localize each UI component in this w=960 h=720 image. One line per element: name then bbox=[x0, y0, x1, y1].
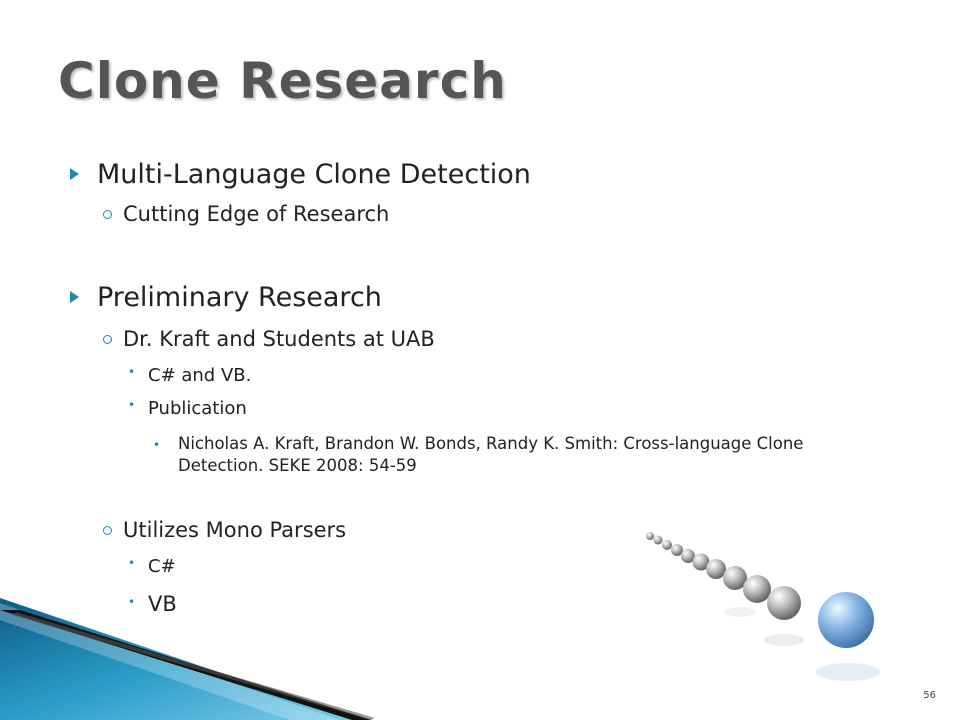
circle-bullet-icon bbox=[103, 210, 112, 219]
bullet-text: Preliminary Research bbox=[97, 282, 382, 313]
bullet-multi-language-clone-detection bbox=[70, 159, 531, 190]
dot-bullet-icon: • bbox=[128, 556, 136, 570]
sub-bullet-cutting-edge bbox=[103, 202, 389, 226]
dot-bullet-icon: • bbox=[153, 438, 161, 452]
dot-bullet-icon: • bbox=[128, 595, 136, 609]
sub-sub-bullet-csharp bbox=[128, 556, 176, 577]
bullet-arrow-icon bbox=[70, 168, 79, 180]
bullet-text: Multi-Language Clone Detection bbox=[97, 159, 531, 190]
bullet-text: Publication bbox=[148, 398, 247, 419]
bullet-text: C# bbox=[148, 556, 176, 577]
circle-bullet-icon bbox=[103, 526, 112, 535]
bullet-arrow-icon bbox=[70, 291, 79, 303]
bullet-text: Cutting Edge of Research bbox=[123, 202, 390, 226]
corner-wedge-decoration bbox=[0, 598, 375, 720]
dot-bullet-icon: • bbox=[128, 398, 136, 412]
page-number: 56 bbox=[923, 690, 936, 701]
sub-sub-bullet-publication bbox=[128, 398, 247, 419]
sub-sub-bullet-csharp-vb bbox=[128, 365, 251, 386]
bullet-text: Utilizes Mono Parsers bbox=[123, 518, 347, 542]
citation-bullet bbox=[153, 433, 893, 477]
slide-title: Clone Research bbox=[58, 52, 507, 110]
bullet-text: Dr. Kraft and Students at UAB bbox=[123, 327, 435, 351]
circle-bullet-icon bbox=[103, 335, 112, 344]
spheres-image bbox=[646, 532, 880, 681]
dot-bullet-icon: • bbox=[128, 365, 136, 379]
bullet-preliminary-research bbox=[70, 282, 382, 313]
sub-bullet-mono-parsers bbox=[103, 518, 346, 542]
citation-text: Nicholas A. Kraft, Brandon W. Bonds, Randy K. Smith: Cross-language Clone Detection. SEKE 2008: 54-59 bbox=[178, 434, 804, 475]
sub-sub-bullet-vb bbox=[128, 592, 177, 616]
bullet-text: C# and VB. bbox=[148, 365, 252, 386]
bullet-text: VB bbox=[148, 592, 177, 616]
sub-bullet-dr-kraft bbox=[103, 327, 435, 351]
